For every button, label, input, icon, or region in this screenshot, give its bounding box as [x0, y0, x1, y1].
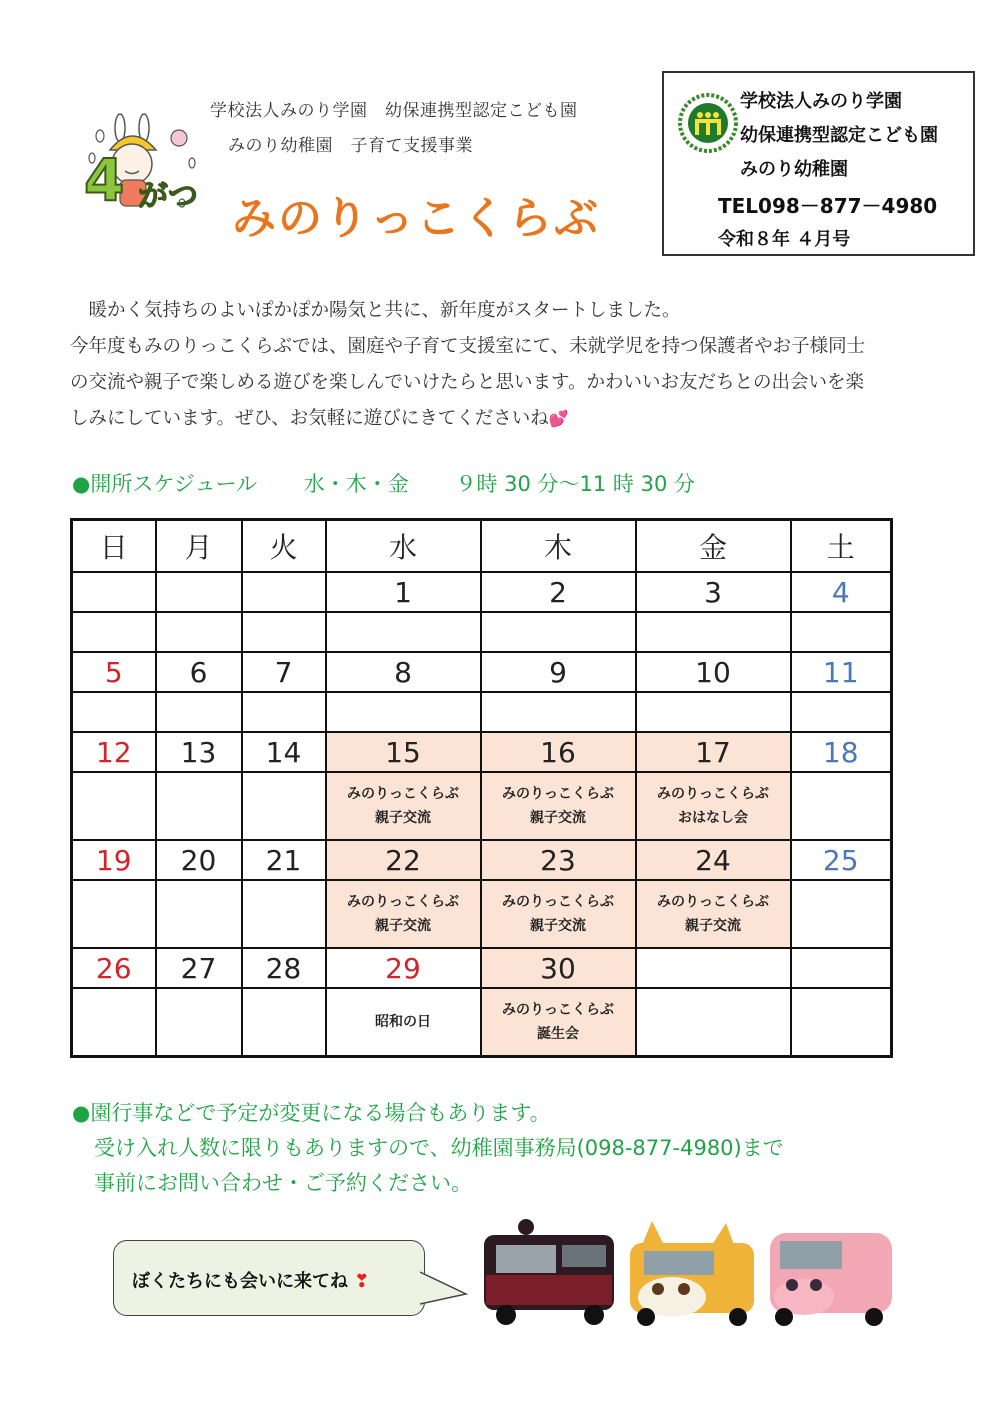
date-cell: 21 [242, 840, 326, 880]
date-cell: 27 [156, 948, 242, 988]
week-5-events [72, 988, 892, 1057]
date-cell: 11 [791, 652, 892, 692]
date-cell-club-day: 24 [636, 840, 791, 880]
event-cell [72, 692, 156, 732]
event-cell [791, 612, 892, 652]
intro-line-text: しみにしています。ぜひ、お気軽に遊びにきてくださいね [70, 408, 549, 429]
week-1-events [72, 612, 892, 652]
svg-text:4: 4 [84, 146, 125, 214]
note-line: 受け入れ人数に限りもありますので、幼稚園事務局(098-877-4980)まで [94, 1136, 784, 1160]
speech-bubble-tail [420, 1270, 470, 1310]
event-cell [636, 692, 791, 732]
intro-line: 今年度もみのりっこくらぶでは、園庭や子育て支援室にて、未就学児を持つ保護者やお子様同士 [70, 336, 866, 357]
info-center-type: 幼保連携型認定こども園 [740, 125, 938, 146]
event-cell [791, 692, 892, 732]
holiday-label: 昭和の日 [326, 988, 481, 1057]
date-cell [242, 572, 326, 612]
intro-line: 暖かく気持ちのよいぽかぽか陽気と共に、新年度がスタートしました。 [70, 300, 681, 321]
speech-bubble [113, 1240, 425, 1316]
week-3-dates [72, 732, 892, 772]
date-cell: 28 [242, 948, 326, 988]
school-info-box [662, 71, 975, 256]
event-cell [481, 612, 636, 652]
event-cell [242, 772, 326, 840]
date-cell-club-day: 15 [326, 732, 481, 772]
event-cell [72, 612, 156, 652]
event-cell [156, 988, 242, 1057]
schedule-days: 水・木・金 [303, 472, 409, 496]
event-cell [636, 612, 791, 652]
info-phone: TEL098－877－4980 [718, 194, 938, 218]
event-cell [72, 880, 156, 948]
black-train-bus-image [476, 1215, 624, 1330]
event-cell [791, 772, 892, 840]
date-cell: 4 [791, 572, 892, 612]
date-cell: 10 [636, 652, 791, 692]
date-cell: 9 [481, 652, 636, 692]
event-parent-child: みのりっこくらぶ 親子交流 [326, 772, 481, 840]
event-parent-child: みのりっこくらぶ 親子交流 [326, 880, 481, 948]
date-cell: 8 [326, 652, 481, 692]
date-cell-club-day: 30 [481, 948, 636, 988]
heart-icon: ❣ [354, 1271, 370, 1292]
date-cell: 20 [156, 840, 242, 880]
event-cell [242, 612, 326, 652]
opening-schedule [72, 468, 735, 498]
event-cell [326, 692, 481, 732]
date-cell: 13 [156, 732, 242, 772]
week-4-events [72, 880, 892, 948]
month-badge-illustration [82, 108, 212, 218]
event-cell [156, 880, 242, 948]
april-calendar [70, 518, 893, 1058]
event-cell [242, 880, 326, 948]
intro-paragraph [70, 293, 990, 437]
week-2-dates [72, 652, 892, 692]
event-cell [791, 988, 892, 1057]
event-cell [156, 612, 242, 652]
speech-bubble-text: ぼくたちにも会いに来てね ❣ [132, 1271, 370, 1292]
week-3-events [72, 772, 892, 840]
date-cell [72, 572, 156, 612]
date-cell: 6 [156, 652, 242, 692]
note-line: 事前にお問い合わせ・ご予約ください。 [94, 1171, 472, 1195]
date-cell: 2 [481, 572, 636, 612]
date-cell: 3 [636, 572, 791, 612]
event-cell [72, 988, 156, 1057]
week-1-dates [72, 572, 892, 612]
event-birthday: みのりっこくらぶ 誕生会 [481, 988, 636, 1057]
event-cell [242, 692, 326, 732]
week-4-dates [72, 840, 892, 880]
event-parent-child: みのりっこくらぶ 親子交流 [481, 880, 636, 948]
date-cell: 25 [791, 840, 892, 880]
date-cell-club-day: 23 [481, 840, 636, 880]
date-cell [156, 572, 242, 612]
organization-line-2: みのり幼稚園 子育て支援事業 [228, 136, 473, 156]
weekday-mon: 月 [156, 520, 242, 573]
weekday-sun: 日 [72, 520, 156, 573]
date-cell [791, 948, 892, 988]
intro-line [70, 401, 990, 437]
date-cell: 1 [326, 572, 481, 612]
event-cell [156, 692, 242, 732]
date-cell: 5 [72, 652, 156, 692]
info-school-corp: 学校法人みのり学園 [740, 91, 902, 112]
event-storytime: みのりっこくらぶ おはなし会 [636, 772, 791, 840]
event-parent-child: みのりっこくらぶ 親子交流 [636, 880, 791, 948]
notes-section [72, 1096, 784, 1201]
weekday-header-row [72, 520, 892, 573]
page-title: みのりっこくらぶ [232, 193, 600, 244]
info-issue: 令和８年 ４月号 [718, 229, 851, 250]
intro-line: の交流や親子で楽しめる遊びを楽しんでいけたらと思います。かわいいお友だちとの出会いを楽 [70, 372, 865, 393]
svg-text:がつ: がつ [138, 179, 198, 214]
weekday-fri: 金 [636, 520, 791, 573]
date-cell-club-day: 22 [326, 840, 481, 880]
note-line: ●園行事などで予定が変更になる場合もあります。 [72, 1101, 551, 1125]
weekday-sat: 土 [791, 520, 892, 573]
date-cell-holiday: 29 [326, 948, 481, 988]
date-cell [636, 948, 791, 988]
schedule-label: ●開所スケジュール [72, 472, 258, 496]
date-cell: 19 [72, 840, 156, 880]
pink-bus-image [762, 1215, 898, 1330]
event-cell [791, 880, 892, 948]
schedule-hours: ９時 30 分～11 時 30 分 [455, 472, 695, 496]
event-cell [636, 988, 791, 1057]
week-5-dates [72, 948, 892, 988]
weekday-tue: 火 [242, 520, 326, 573]
date-cell: 18 [791, 732, 892, 772]
event-cell [72, 772, 156, 840]
date-cell: 7 [242, 652, 326, 692]
info-kindergarten-name: みのり幼稚園 [740, 159, 848, 180]
weekday-wed: 水 [326, 520, 481, 573]
weekday-thu: 木 [481, 520, 636, 573]
event-cell [481, 692, 636, 732]
date-cell-club-day: 16 [481, 732, 636, 772]
event-cell [326, 612, 481, 652]
date-cell: 14 [242, 732, 326, 772]
date-cell: 26 [72, 948, 156, 988]
cat-bus-image [622, 1215, 762, 1330]
date-cell: 12 [72, 732, 156, 772]
event-parent-child: みのりっこくらぶ 親子交流 [481, 772, 636, 840]
heart-icon: 💕 [548, 409, 569, 428]
event-cell [156, 772, 242, 840]
week-2-events [72, 692, 892, 732]
school-emblem-icon [678, 93, 738, 153]
date-cell-club-day: 17 [636, 732, 791, 772]
event-cell [242, 988, 326, 1057]
organization-line-1: 学校法人みのり学園 幼保連携型認定こども園 [210, 101, 578, 121]
